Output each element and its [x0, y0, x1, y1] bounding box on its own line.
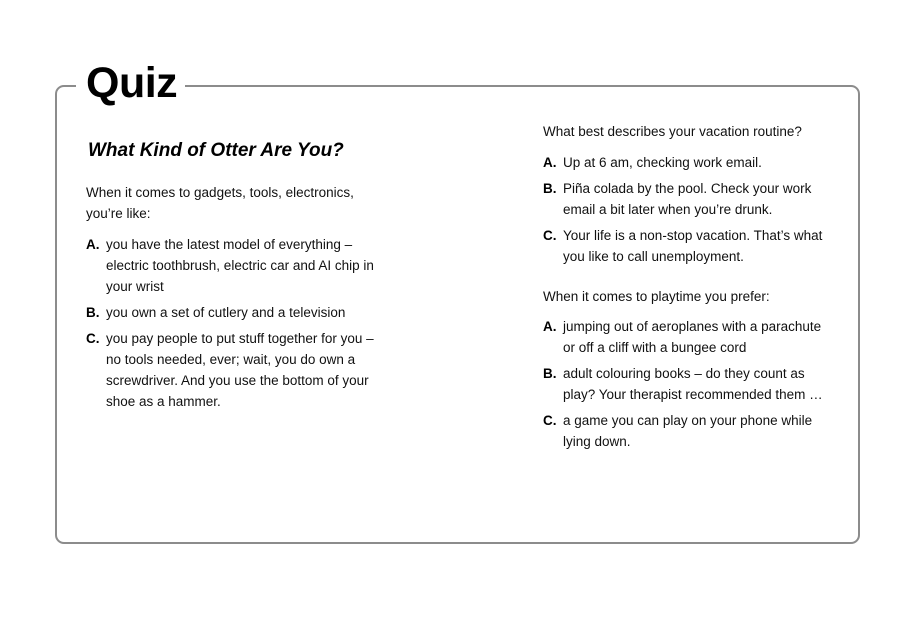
- answer-item: [543, 363, 825, 405]
- answer-text: adult colouring books – do they count as play? Your therapist recommended them …: [563, 366, 823, 402]
- answer-item: [543, 316, 825, 358]
- answer-item: [543, 152, 825, 173]
- quiz-subtitle: What Kind of Otter Are You?: [88, 140, 344, 161]
- answer-item: [86, 328, 378, 412]
- question-vacation: What best describes your vacation routine?: [543, 124, 802, 139]
- answer-list-playtime: [543, 316, 825, 457]
- question-playtime: When it comes to playtime you prefer:: [543, 289, 770, 304]
- answer-letter: C.: [86, 331, 100, 346]
- page-title: Quiz: [76, 58, 185, 108]
- answer-letter: B.: [543, 181, 557, 196]
- answer-letter: A.: [543, 319, 557, 334]
- answer-list-vacation: [543, 152, 825, 272]
- answer-text: a game you can play on your phone while lying down.: [563, 413, 813, 449]
- answer-letter: A.: [86, 237, 100, 252]
- answer-item: [86, 234, 378, 297]
- answer-item: [86, 302, 378, 323]
- answer-item: [543, 225, 825, 267]
- answer-text: you have the latest model of everything – electric toothbrush, electric car and AI chip in your wrist: [106, 237, 374, 294]
- question-gadgets: When it comes to gadgets, tools, electronics, you’re like:: [86, 185, 354, 221]
- answer-item: [543, 178, 825, 220]
- answer-text: jumping out of aeroplanes with a parachute or off a cliff with a bungee cord: [563, 319, 822, 355]
- answer-text: Up at 6 am, checking work email.: [563, 155, 762, 170]
- answer-item: [543, 410, 825, 452]
- answer-letter: B.: [543, 366, 557, 381]
- answer-list-gadgets: [86, 234, 378, 417]
- answer-text: you own a set of cutlery and a television: [106, 305, 346, 320]
- answer-text: Your life is a non-stop vacation. That’s what you like to call unemployment.: [563, 228, 823, 264]
- answer-text: you pay people to put stuff together for you – no tools needed, ever; wait, you do own a screwdriver. And you use the bottom of your shoe as a hammer.: [106, 331, 374, 409]
- answer-letter: B.: [86, 305, 100, 320]
- answer-text: Piña colada by the pool. Check your work email a bit later when you’re drunk.: [563, 181, 812, 217]
- answer-letter: C.: [543, 413, 557, 428]
- answer-letter: A.: [543, 155, 557, 170]
- answer-letter: C.: [543, 228, 557, 243]
